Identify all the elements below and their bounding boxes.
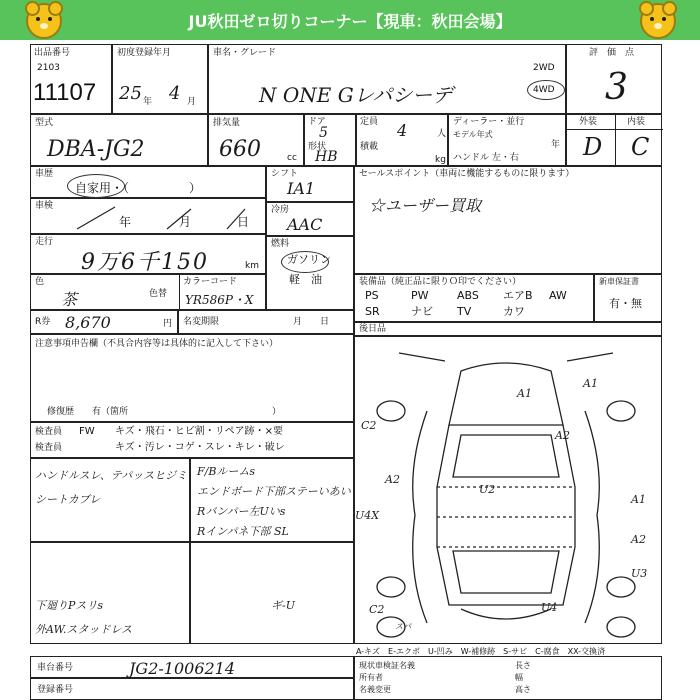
exterior-grade: D [583,133,603,161]
inspection-year-unit: 年 [119,215,132,229]
equipment-item: エアB [503,289,533,302]
mileage-value: 9万6千150 [81,250,209,275]
fuel-option-gasoline: ガソリン [287,253,331,266]
shape-value: HB [315,149,338,165]
load-label: 積載 [360,142,379,152]
ac-cell [266,202,354,236]
first-registration-cell [112,44,208,114]
bottom-note-5: 幅 [515,673,523,682]
bottom-note-2: 所有者 [359,673,383,682]
car-name-cell [208,44,566,114]
legend-line-1: キズ・飛石・ヒビ割・リペア跡・×要 [115,426,283,437]
capacity-unit: 人 [437,129,447,139]
damage-mark-u3-right: U3 [631,567,648,580]
warranty-label: 新車保証書 [599,277,639,286]
equipment-item: ナビ [411,305,433,318]
displacement-value: 660 [219,137,261,162]
equipment-label: 装備品（純正品に限りＯ印でください） [359,277,522,287]
equipment-item: PW [411,289,429,302]
lot-cell [30,44,112,114]
equipment-item: TV [457,305,472,318]
name-change-label: 名変期限 [183,317,220,327]
bottom-right-cell [354,656,662,700]
sales-point-value: ☆ユーザー買取 [369,196,482,215]
note-right-3: Rバンパー左Uいs [197,505,286,518]
reg-label: 初度登録年月 [117,48,172,58]
circled-gasoline-mark [281,251,329,273]
handle-label: ハンドル 左・右 [453,153,519,163]
note-left-2: シートカブレ [35,493,101,506]
inspector-label: 検査員 [35,427,63,437]
displacement-cell [208,114,304,166]
inspection-day-unit: 日 [237,215,250,229]
color-cell [30,274,266,310]
ext-int-cell [566,114,662,166]
sales-point-cell [354,166,662,274]
fuel-label: 燃料 [271,239,290,249]
door-value: 5 [319,125,328,141]
lot-code: 2103 [37,63,60,73]
notes-label: 注意事項申告欄（不具合内容等は具体的に記入して下さい） [35,339,279,349]
car-outline-diagram [355,337,661,643]
damage-mark-a1-front: A1 [517,387,532,400]
warranty-cell [594,274,662,322]
damage-diagram [354,336,662,644]
color-change-label: 色替 [149,289,168,299]
capacity-label: 定員 [360,117,379,127]
note-right-2: エンドボード下部ステーいあい [197,485,351,498]
chassis-label: 車台番号 [37,663,74,673]
recycle-value: 8,670 [65,313,111,332]
circled-private-mark [67,174,125,198]
model-year-unit: 年 [551,140,561,150]
interior-grade: C [631,133,650,161]
bottom-note-6: 高さ [515,685,531,694]
lot-label: 出品番号 [34,48,71,58]
door-cell [304,114,356,166]
notes-cell [30,334,354,422]
damage-mark-a2-right-side: A2 [631,533,646,546]
page-title: JU秋田ゼロ切りコーナー【現車：秋田会場】 [188,12,512,31]
name-change-cell [178,310,354,334]
mileage-label: 走行 [35,237,54,247]
name-change-units: 月 日 [293,317,330,327]
capacity-cell [356,114,448,166]
bottom-note-1: 現状車検証名義 [359,661,415,670]
chassis-value: JG2-1006214 [129,659,236,678]
inspector-cell [30,422,354,458]
notes-lower-left-cell [30,542,190,644]
legend-line-2: キズ・汚レ・コゲ・スレ・キレ・破レ [115,442,285,453]
interior-label: 内装 [627,117,646,127]
shape-label: 形状 [308,142,327,152]
inspection-label: 車検 [35,201,54,211]
shift-label: シフト [271,169,299,179]
equipment-item: ABS [457,289,479,302]
bottom-note-4: 長さ [515,661,531,670]
color-value: 茶 [61,290,78,309]
capacity-value: 4 [397,121,408,140]
notes-left-cell [30,458,190,542]
note-lower-2: 外AW.スタッドレス [35,623,133,636]
color-code-value: YR586P・X [185,293,254,307]
circled-4wd-mark [527,80,565,100]
model-year-label: モデル年式 [453,130,493,139]
color-code-label: カラーコード [183,277,238,287]
displacement-label: 排気量 [213,118,241,128]
damage-mark-a2-left: A2 [385,473,400,486]
damage-mark-u4-rear: U4 [541,601,558,614]
recycle-cell [30,310,178,334]
note-lower-right: ギ-U [271,599,295,612]
note-lower-1: 下廻りPスリs [35,599,104,612]
model-value: DBA-JG2 [47,137,145,162]
option-2wd: 2WD [533,63,555,73]
damage-mark-u2-roof: U2 [479,483,496,496]
bottom-note-3: 名義変更 [359,685,391,694]
inspection-month-unit: 月 [179,215,192,229]
equipment-item: AW [549,289,567,302]
shift-cell [266,166,354,202]
reg-month: 4 [169,83,181,104]
model-cell [30,114,208,166]
displacement-unit: cc [287,153,297,163]
ac-label: 冷房 [271,205,290,215]
reg-year: 25 [119,83,142,104]
reg-month-unit: 月 [187,97,197,107]
door-label: ドア [308,117,326,127]
inspector-value: FW [79,426,95,437]
inspection-cell [30,198,266,234]
dealer-label: ディーラー・並行 [453,117,525,127]
damage-mark-a1-right: A1 [583,377,598,390]
history-label: 車歴 [35,169,54,179]
later-item-cell [354,322,662,336]
exterior-label: 外装 [579,117,598,127]
auction-sheet [30,44,662,700]
equipment-item: カワ [503,305,525,318]
header-banner [0,0,700,40]
model-label: 型式 [35,118,54,128]
color-label: 色 [35,277,45,287]
damage-mark-c2-rear: C2 [369,603,385,616]
registration-number-label: 登録番号 [37,685,74,695]
damage-mark-a2-bonnet: A2 [555,429,570,442]
recycle-unit: 円 [163,319,173,329]
shift-value: IA1 [287,179,316,198]
lot-number: 11107 [33,79,97,106]
notes-lower-right-cell [190,542,354,644]
note-left-1: ハンドルスレ、テパッスヒジミ [35,469,188,482]
equipment-cell [354,274,594,322]
history-value: 自家用・（ ） [75,181,202,195]
damage-mark-c2-left: C2 [361,419,377,432]
registration-number-cell [30,678,354,700]
inspector-label-2: 検査員 [35,443,63,453]
damage-mark-u4x-left: U4X [355,509,380,522]
note-right-4: Rインパネ下部 SL [197,525,289,538]
grade-cell [566,44,662,114]
grade-value: 3 [605,67,628,108]
equipment-item: PS [365,289,379,302]
car-name-value: N ONE Gレパシーデ [259,83,453,107]
note-right-1: F/Bルームs [197,465,256,478]
load-unit: kg [435,155,446,165]
equipment-item: SR [365,305,380,318]
option-4wd: 4WD [533,85,555,95]
sales-point-label: セールスポイント（車両に機能するものに限ります） [359,169,575,179]
fuel-option-diesel: 軽 油 [289,273,322,286]
ac-value: AAC [287,215,323,234]
reg-year-unit: 年 [143,97,153,107]
grade-label: 評 価 点 [589,48,635,58]
repair-history-label: 修復歴 有（箇所 ） [47,407,282,417]
dealer-cell [448,114,566,166]
notes-right-cell [190,458,354,542]
later-item-label: 後日品 [359,324,387,334]
mascot-bear-icon [640,3,676,39]
damage-mark-spare: スパ [395,622,411,631]
warranty-value: 有・無 [609,297,642,310]
inspection-strike-marks [67,203,257,233]
recycle-label: R券 [35,317,51,327]
damage-mark-a1-right-side: A1 [631,493,646,506]
name-label: 車名・グレード [213,48,277,58]
fuel-cell [266,236,354,310]
diagram-legend: A-キズ E-エクボ U-凹み W-補修跡 S-サビ C-腐食 XX-交換済 [356,647,606,656]
mileage-cell [30,234,266,274]
history-cell [30,166,266,198]
mileage-unit: km [245,261,259,271]
chassis-cell [30,656,354,678]
